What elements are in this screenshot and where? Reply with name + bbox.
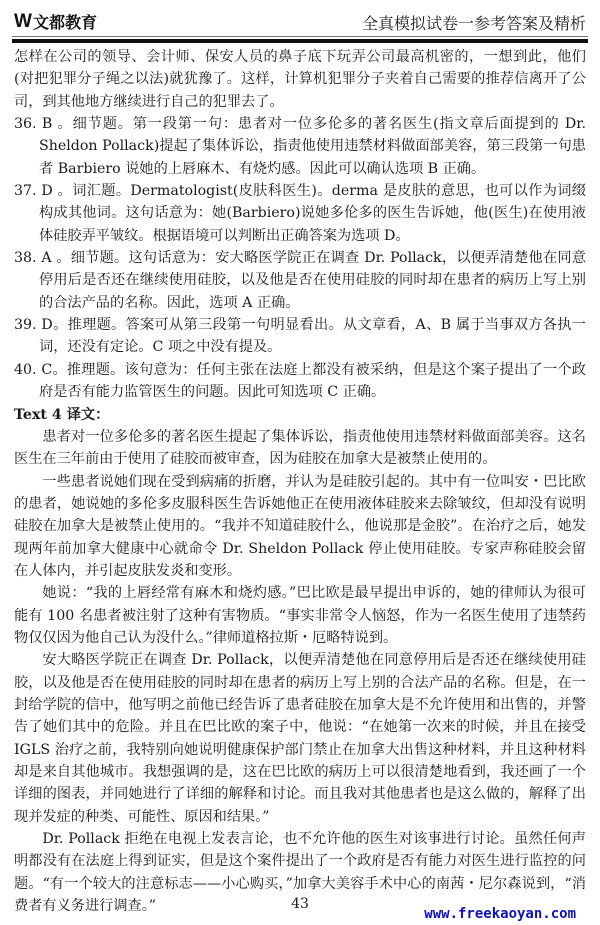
logo-mark-icon: W xyxy=(14,10,29,32)
section-heading: Text 4 译文： xyxy=(14,406,110,423)
logo-text: 文都教育 xyxy=(32,13,97,32)
answer-37: 37. D 。词汇题。Dermatologist(皮肤科医生)。derma 是皮肤的意思，也可以作为词缀构成其他词。这句话意为：她(Barbiero)说她多伦多的医生告诉她，他(医生)在使用液体硅胶弄平皱纹。根据语境可以判断出正确答案为选项 D。 xyxy=(14,183,586,244)
answer-36: 36. B 。细节题。第一段第一句：患者对一位多伦多的著名医生(指文章后面提到的 Dr. Sheldon Pollack)提起了集体诉讼，指责他使用违禁材料做面部美容，第三段第一句患者 Barbiero 说她的上唇麻木、有烧灼感。因此可以确认选项 B 正确。 xyxy=(14,116,586,177)
continued-paragraph: 怎样在公司的领导、会计师、保安人员的鼻子底下玩弄公司最高机密的，一想到此，他们(对把犯罪分子绳之以法)就犹豫了。这样，计算机犯罪分子夹着自己需要的推荐信离开了公司，到其他地方继续进行自己的犯罪去了。 xyxy=(14,49,586,110)
watermark-url: www.freekaoyan.com xyxy=(424,906,576,922)
translation-paragraph: 患者对一位多伦多的著名医生提起了集体诉讼，指责他使用违禁材料做面部美容。这名医生在三年前由于使用了硅胶而被审查，因为硅胶在加拿大是被禁止使用的。 xyxy=(14,428,586,468)
answer-38: 38. A 。细节题。这句话意为：安大略医学院正在调查 Dr. Pollack，以便弄清楚他在同意停用后是否还在继续使用硅胶，以及他是否在使用硅胶的同时却在患者的病历上写上别的合法产品的名称。因此，选项 A 正确。 xyxy=(14,250,586,311)
header-divider-thin xyxy=(12,36,588,37)
document-body xyxy=(14,46,586,917)
translation-paragraph: 安大略医学院正在调查 Dr. Pollack，以便弄清楚他在同意停用后是否还在继续使用硅胶，以及他是否在使用硅胶的同时却在患者的病历上写上别的合法产品的名称。但是，在一封给学院的信中，他写明之前他已经告诉了患者硅胶在加拿大是不允许使用和出售的，并警告了她们其中的危险。并且在巴比欧的案子中，他说：“在她第一次来的时候，并且在接受 IGLS 治疗之前，我特别向她说明健康保护部门禁止在加拿大出售这种材料，并且这种材料却是来自其他城市。我想强调的是，这在巴比欧的病历上可以很清楚地看到，我还画了一个详细的图表，并同她进行了详细的解释和讨论。而且我对其他患者也是这么做的，解释了出现并发症的种类、可能性、原因和结果。” xyxy=(14,652,586,825)
translation-paragraph: Dr. Pollack 拒绝在电视上发表言论，也不允许他的医生对该事进行讨论。虽然任何声明都没有在法庭上得到证实，但是这个案件提出了一个政府是否有能力对医生进行监控的问题。“有一个较大的注意标志——小心购买，”加拿大美容手术中心的南茜・尼尔森说到，“消费者有义务进行调查。” xyxy=(14,831,586,915)
brand-logo xyxy=(14,10,97,33)
answer-40: 40. C。推理题。该句意为：任何主张在法庭上都没有被采纳，但是这个案子提出了一个政府是否有能力监管医生的问题。因此可知选项 C 正确。 xyxy=(14,361,586,401)
header-title: 全真模拟试卷一参考答案及精析 xyxy=(361,14,586,33)
answer-39: 39. D。推理题。答案可从第三段第一句明显看出。从文章看，A、B 属于当事双方各执一词，还没有定论。C 项之中没有提及。 xyxy=(14,317,586,356)
translation-paragraph: 一些患者说她们现在受到病痛的折磨，并认为是硅胶引起的。其中有一位叫安・巴比欧的患者，她说她的多伦多皮服科医生告诉她他正在使用液体硅胶来去除皱纹，但却没有说明硅胶在加拿大是被禁止使用的。“我并不知道硅胶什么，他说那是金胶”。在治疗之后，她发现两年前加拿大健康中心就命令 Dr. Sheldon Pollack 停止使用硅胶。专家声称硅胶会留在人体内，并引起皮肤发炎和变形。 xyxy=(14,473,586,579)
page-number: 43 xyxy=(291,896,309,912)
translation-paragraph: 她说：“我的上唇经常有麻木和烧灼感。”巴比欧是最早提出申诉的，她的律师认为很可能有 100 名患者被注射了这种有害物质。“事实非常令人恼怒，作为一名医生使用了违禁药物仅仅因为他自己认为没什么。”律师道格拉斯・厄略特说到。 xyxy=(14,585,586,646)
header-divider-thick xyxy=(12,39,588,43)
page-header xyxy=(14,8,586,34)
